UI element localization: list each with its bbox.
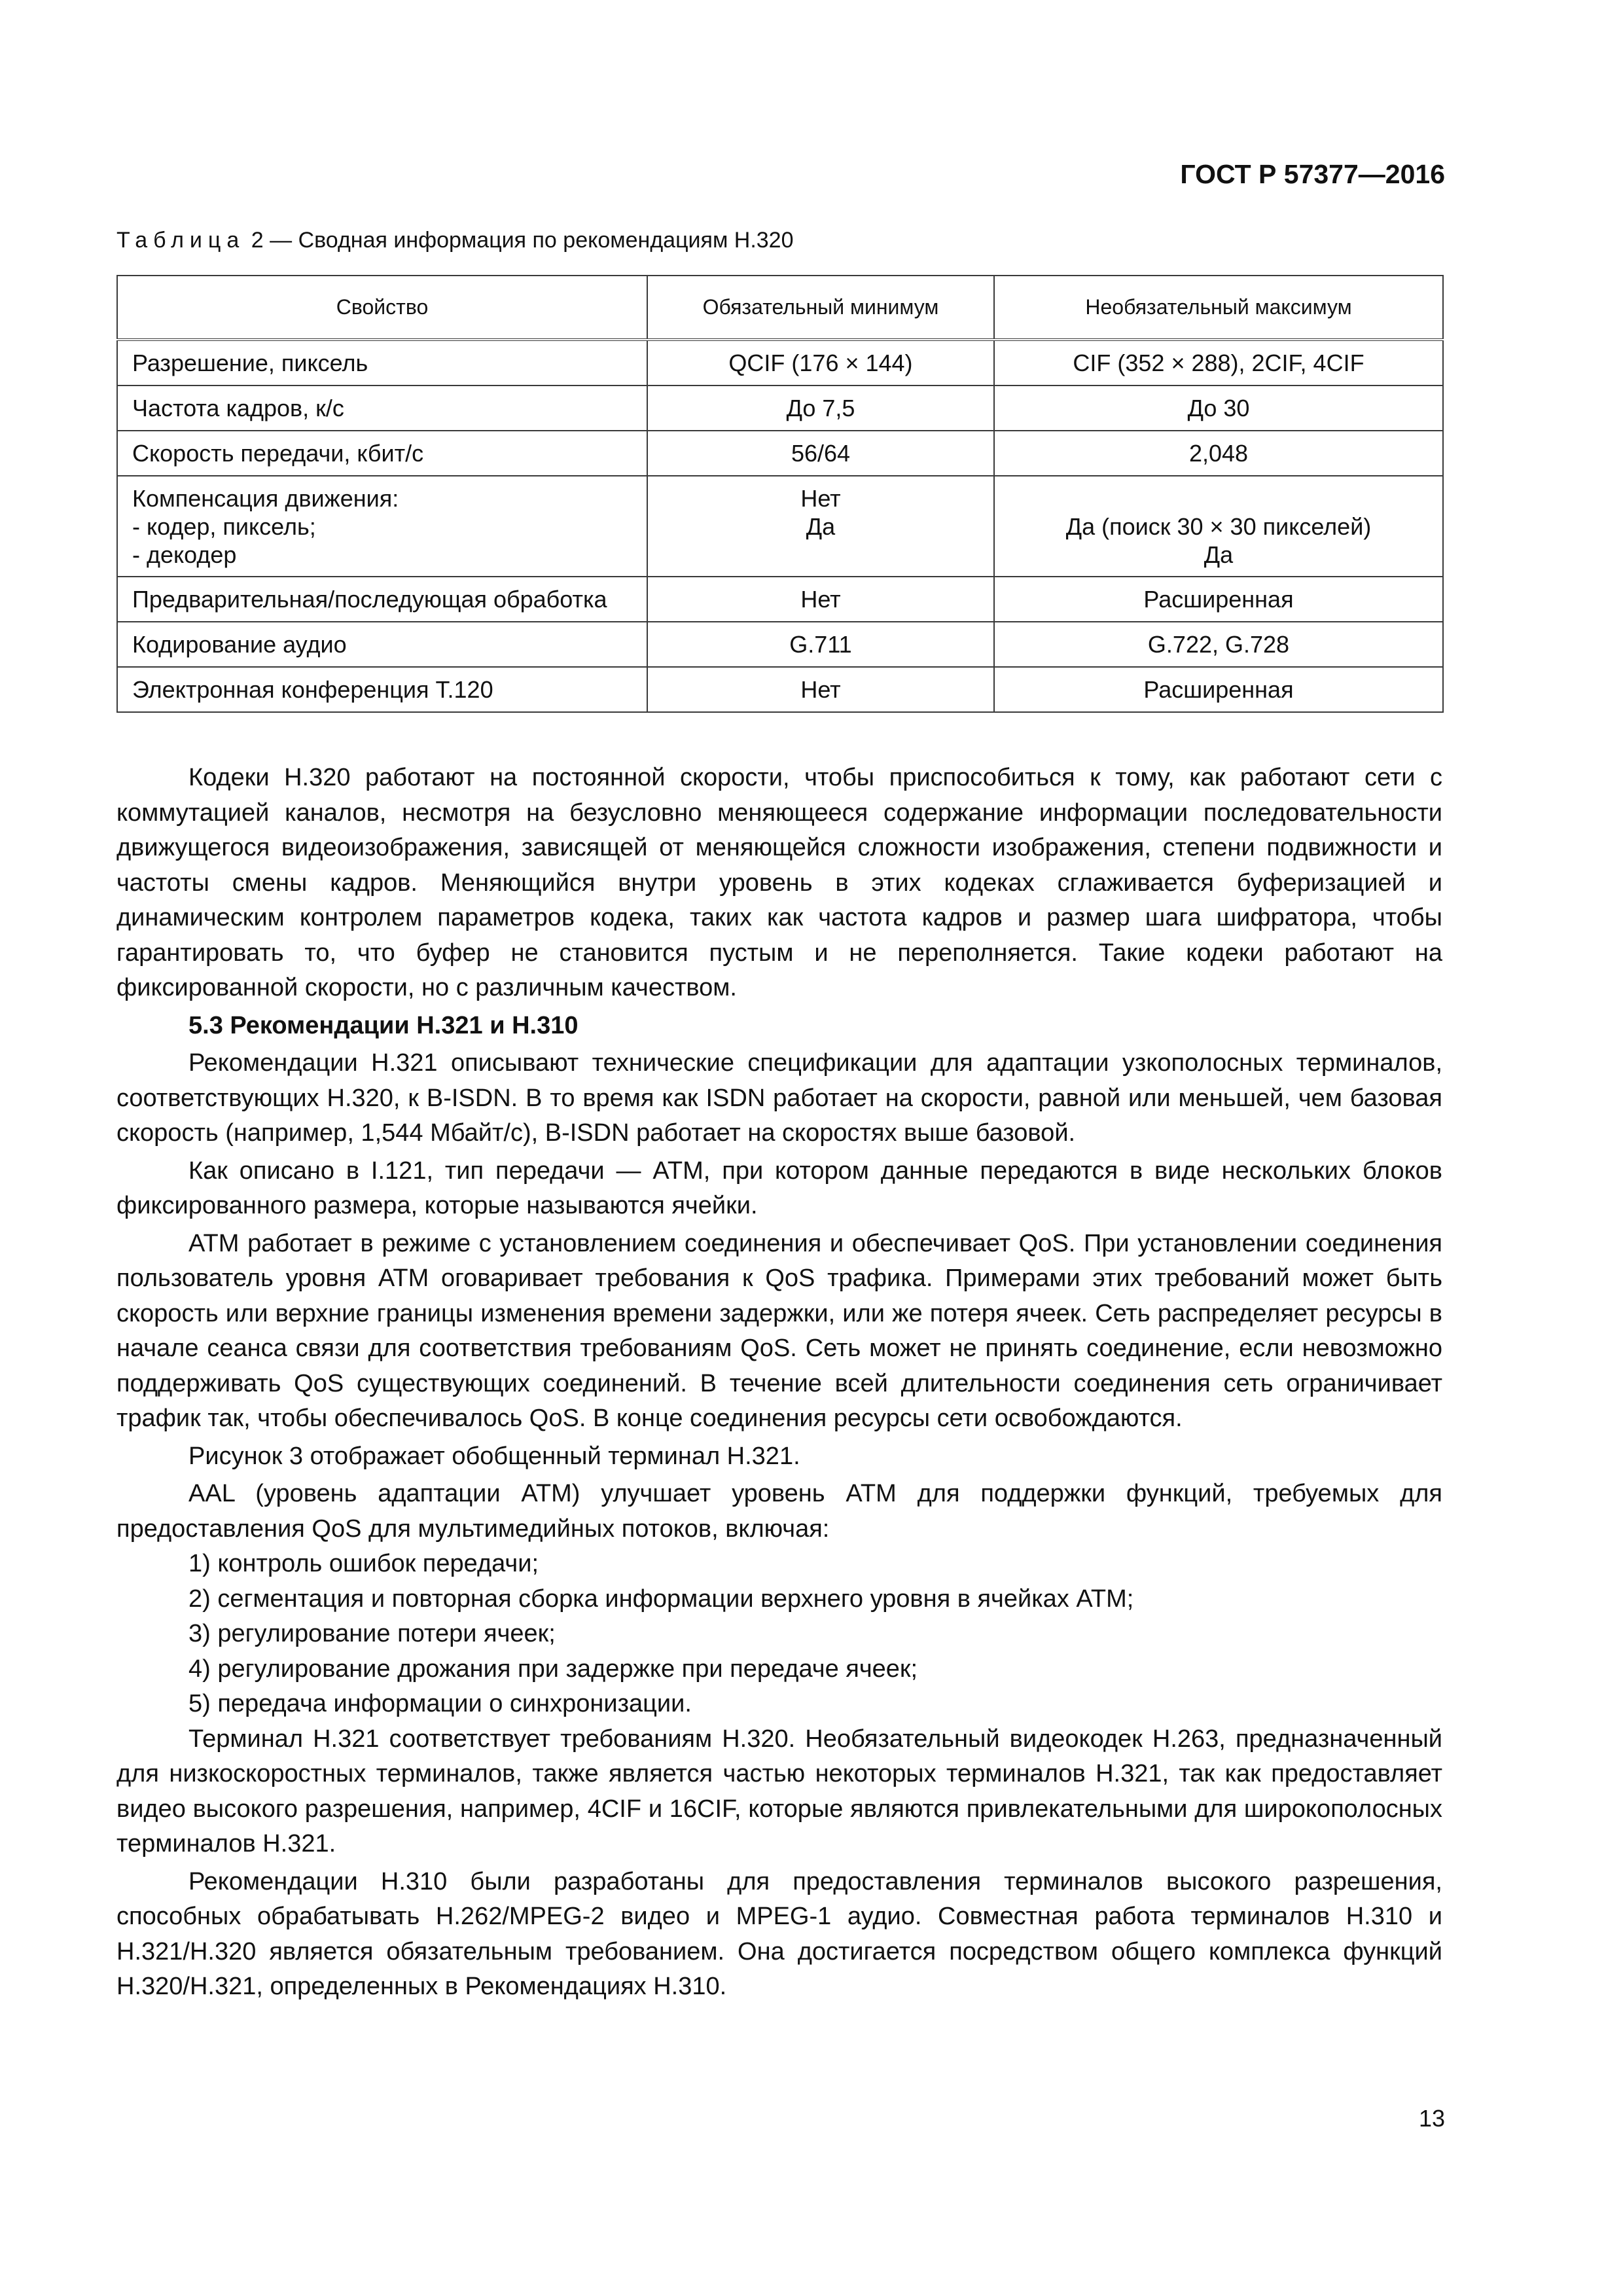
- table-row: [117, 476, 1443, 577]
- cell-property: Частота кадров, к/с: [117, 386, 647, 431]
- section-heading: 5.3 Рекомендации H.321 и H.310: [188, 1011, 579, 1039]
- cell-line: Нет: [800, 484, 841, 512]
- cell-max: CIF (352 × 288), 2CIF, 4CIF: [994, 340, 1443, 386]
- cell-property: Кодирование аудио: [117, 622, 647, 667]
- cell-line: Да (поиск 30 × 30 пикселей): [1065, 512, 1372, 540]
- cell-line: [1009, 484, 1428, 512]
- paragraph: Рекомендации H.310 были разработаны для предоставления терминалов высокого разрешения, способных обрабатывать H.262/MPEG-2 видео и MPEG-1 аудио. Совместная работа терминалов H.310 и H.321/H.320 является обязательным требованием. Она достигается посредством общего комплекса функций H.320/H.321, определенных в Рекомендациях H.310.: [116, 1867, 1442, 2000]
- paragraph: Кодеки H.320 работают на постоянной скорости, чтобы приспособиться к тому, как работают сети с коммутацией каналов, несмотря на безусловно меняющееся содержание информации последовательности движущегося видеоизображения, зависящей от меняющейся сложности изображения, степени подвижности и частоты смены кадров. Меняющийся внутри уровень в этих кодеках сглаживается буферизацией и динамическим контролем параметров кодека, таких как частота кадров и размер шага шифратора, чтобы гарантировать то, что буфер не становится пустым и не переполняется. Такие кодеки работают на фиксированной скорости, но с различным качеством.: [116, 764, 1442, 1001]
- cell-max: G.722, G.728: [994, 622, 1443, 667]
- paragraph: Как описано в I.121, тип передачи — ATM, при котором данные передаются в виде нескольких блоков фиксированного размера, которые называются ячейки.: [116, 1157, 1442, 1219]
- cell-line: [662, 541, 979, 569]
- requirements-list: [116, 1547, 1442, 1722]
- cell-line: Да: [1204, 541, 1234, 568]
- paragraph: Рисунок 3 отображает обобщенный терминал H.321.: [188, 1442, 800, 1470]
- cell-max: Расширенная: [994, 667, 1443, 712]
- paragraph: ATM работает в режиме с установлением соединения и обеспечивает QoS. При установлении соединения пользователь уровня ATM оговаривает требования к QoS трафика. Примерами этих требований может быть скорость или верхние границы изменения времени задержки, или же потеря ячеек. Сеть распределяет ресурсы в начале сеанса связи для соответствия требованиям QoS. Сеть может не принять соединение, если невозможно поддерживать QoS существующих соединений. В течение всей длительности соединения сеть ограничивает трафик так, чтобы обеспечивалось QoS. В конце соединения ресурсы сети освобождаются.: [116, 1229, 1442, 1432]
- summary-table: [116, 275, 1444, 713]
- list-item: 5) передача информации о синхронизации.: [188, 1690, 692, 1717]
- column-header-property: Свойство: [117, 276, 647, 340]
- table-caption: [116, 228, 794, 253]
- cell-max: Расширенная: [994, 577, 1443, 622]
- table-header-row: [117, 276, 1443, 340]
- table-row: [117, 577, 1443, 622]
- cell-property: Электронная конференция T.120: [117, 667, 647, 712]
- table-row: [117, 340, 1443, 386]
- cell-property: Разрешение, пиксель: [117, 340, 647, 386]
- body-text: [116, 761, 1442, 2005]
- cell-min: Нет: [647, 667, 994, 712]
- page-number: 13: [1418, 2105, 1445, 2132]
- table-row: [117, 667, 1443, 712]
- list-item: 2) сегментация и повторная сборка информации верхнего уровня в ячейках ATM;: [188, 1585, 1134, 1613]
- cell-min: G.711: [647, 622, 994, 667]
- paragraph: AAL (уровень адаптации ATM) улучшает уровень ATM для поддержки функций, требуемых для предоставления QoS для мультимедийных потоков, включая:: [116, 1480, 1442, 1543]
- cell-property: [117, 476, 647, 577]
- cell-line: Компенсация движения:: [132, 484, 399, 512]
- cell-min: [647, 476, 994, 577]
- cell-line: Да: [806, 512, 836, 540]
- cell-property: Предварительная/последующая обработка: [117, 577, 647, 622]
- cell-min: 56/64: [647, 431, 994, 476]
- table-caption-text: 2 — Сводная информация по рекомендациям H.320: [251, 228, 794, 253]
- cell-min: QCIF (176 × 144): [647, 340, 994, 386]
- table-row: [117, 386, 1443, 431]
- list-item: 4) регулирование дрожания при задержке при передаче ячеек;: [188, 1655, 918, 1683]
- table-caption-label: Таблица: [116, 228, 245, 253]
- column-header-min: Обязательный минимум: [647, 276, 994, 340]
- cell-max: До 30: [994, 386, 1443, 431]
- cell-line: - кодер, пиксель;: [132, 512, 316, 540]
- cell-min: До 7,5: [647, 386, 994, 431]
- list-item: 1) контроль ошибок передачи;: [188, 1550, 539, 1577]
- cell-min: Нет: [647, 577, 994, 622]
- table-row: [117, 622, 1443, 667]
- cell-property: Скорость передачи, кбит/с: [117, 431, 647, 476]
- paragraph: Рекомендации H.321 описывают технические спецификации для адаптации узкополосных терминалов, соответствующих H.320, к B-ISDN. В то время как ISDN работает на скорости, равной или меньшей, чем базовая скорость (например, 1,544 Мбайт/с), B-ISDN работает на скоростях выше базовой.: [116, 1049, 1442, 1147]
- cell-line: - декодер: [132, 541, 237, 568]
- table-row: [117, 431, 1443, 476]
- document-code: ГОСТ Р 57377—2016: [1180, 159, 1445, 189]
- cell-max: 2,048: [994, 431, 1443, 476]
- paragraph: Терминал H.321 соответствует требованиям H.320. Необязательный видеокодек H.263, предназначенный для низкоскоростных терминалов, также является частью некоторых терминалов H.321, так как предоставляет видео высокого разрешения, например, 4CIF и 16CIF, которые являются привлекательными для широкополосных терминалов H.321.: [116, 1725, 1442, 1857]
- column-header-max: Необязательный максимум: [994, 276, 1443, 340]
- list-item: 3) регулирование потери ячеек;: [188, 1620, 556, 1647]
- cell-max: [994, 476, 1443, 577]
